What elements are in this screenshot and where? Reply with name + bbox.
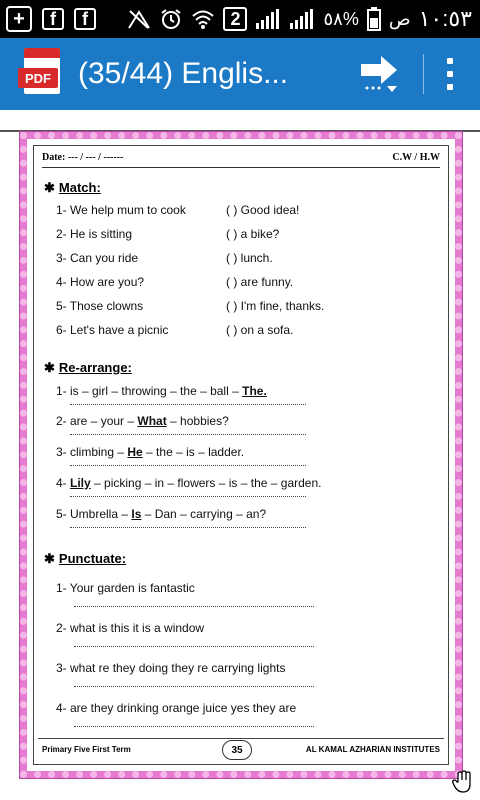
footer-institute: AL KAMAL AZHARIAN INSTITUTES (305, 745, 440, 754)
match-right-6: ( ) on a sofa. (226, 323, 294, 337)
sim-slot-icon: 2 (223, 7, 247, 31)
pdf-viewer[interactable] (0, 110, 480, 800)
status-bar (0, 0, 480, 38)
action-bar-divider (423, 54, 424, 94)
punctuate-heading-label: Punctuate: (58, 551, 127, 566)
match-right-1: ( ) Good idea! (226, 203, 300, 217)
facebook-notification-icon-2: f (74, 8, 96, 30)
answer-line (74, 726, 314, 727)
answer-line (74, 686, 314, 687)
date-label: Date: --- / --- / ------ (42, 152, 124, 163)
plus-notification-icon: + (6, 6, 32, 32)
match-left-4: 4- How are you? (56, 275, 145, 289)
pdf-app-icon (18, 48, 62, 100)
answer-line (70, 434, 306, 435)
footer-term: Primary Five First Term (42, 745, 131, 754)
date-divider (42, 167, 440, 168)
match-right-5: ( ) I'm fine, thanks. (226, 299, 325, 313)
go-to-page-icon[interactable] (357, 50, 405, 98)
match-left-2: 2- He is sitting (56, 227, 133, 241)
match-left-3: 3- Can you ride (56, 251, 139, 265)
page-frame (20, 132, 462, 778)
battery-percent: ٥٨% (323, 8, 359, 29)
date-row (42, 152, 440, 166)
rearrange-heading (44, 360, 132, 376)
no-signal-icon (127, 8, 151, 30)
signal-strength-icon-2 (289, 8, 315, 30)
overflow-menu-icon[interactable] (438, 54, 462, 94)
answer-line (74, 646, 314, 647)
punctuate-item-1: 1- Your garden is fantastic (56, 581, 195, 595)
match-right-4: ( ) are funny. (226, 275, 294, 289)
rearrange-item-1: 1- is – girl – throwing – the – ball – The. (56, 384, 267, 398)
facebook-notification-icon: f (42, 8, 64, 30)
clock: ١٠:٥٣ (418, 6, 472, 31)
answer-line (70, 527, 306, 528)
answer-line (74, 606, 314, 607)
star-icon: ✱ (44, 360, 55, 375)
document-title: (35/44) Englis... (78, 57, 289, 90)
pan-hand-icon[interactable] (452, 770, 474, 794)
page-number: 35 (222, 740, 252, 760)
alarm-icon (159, 7, 183, 31)
action-bar (0, 38, 480, 110)
star-icon: ✱ (44, 180, 55, 195)
match-right-2: ( ) a bike? (226, 227, 280, 241)
punctuate-item-2: 2- what is this it is a window (56, 621, 205, 635)
punctuate-heading (44, 551, 126, 567)
rearrange-item-5: 5- Umbrella – Is – Dan – carrying – an? (56, 507, 267, 521)
battery-icon (367, 7, 381, 31)
rearrange-item-4: 4- Lily – picking – in – flowers – is – the – garden. (56, 476, 322, 490)
match-right-3: ( ) lunch. (226, 251, 273, 265)
match-left-1: 1- We help mum to cook (56, 203, 186, 217)
wifi-icon (191, 8, 215, 30)
answer-line (70, 496, 306, 497)
match-left-6: 6- Let's have a picnic (56, 323, 169, 337)
punctuate-item-4: 4- are they drinking orange juice yes they are (56, 701, 297, 715)
am-pm-indicator: ص (388, 8, 411, 29)
rearrange-item-2: 2- are – your – What – hobbies? (56, 414, 229, 428)
match-left-5: 5- Those clowns (56, 299, 144, 313)
worksheet-page (33, 145, 449, 765)
cw-hw-label: C.W / H.W (392, 152, 440, 163)
punctuate-item-3: 3- what re they doing they re carrying lights (56, 661, 286, 675)
signal-strength-icon (255, 8, 281, 30)
answer-line (70, 465, 306, 466)
pdf-badge: PDF (18, 68, 58, 88)
answer-line (70, 404, 306, 405)
match-heading (44, 180, 101, 196)
match-heading-label: Match: (58, 180, 101, 195)
rearrange-item-3: 3- climbing – He – the – is – ladder. (56, 445, 245, 459)
page-footer (38, 738, 444, 760)
rearrange-heading-label: Re-arrange: (58, 360, 132, 375)
star-icon: ✱ (44, 551, 55, 566)
